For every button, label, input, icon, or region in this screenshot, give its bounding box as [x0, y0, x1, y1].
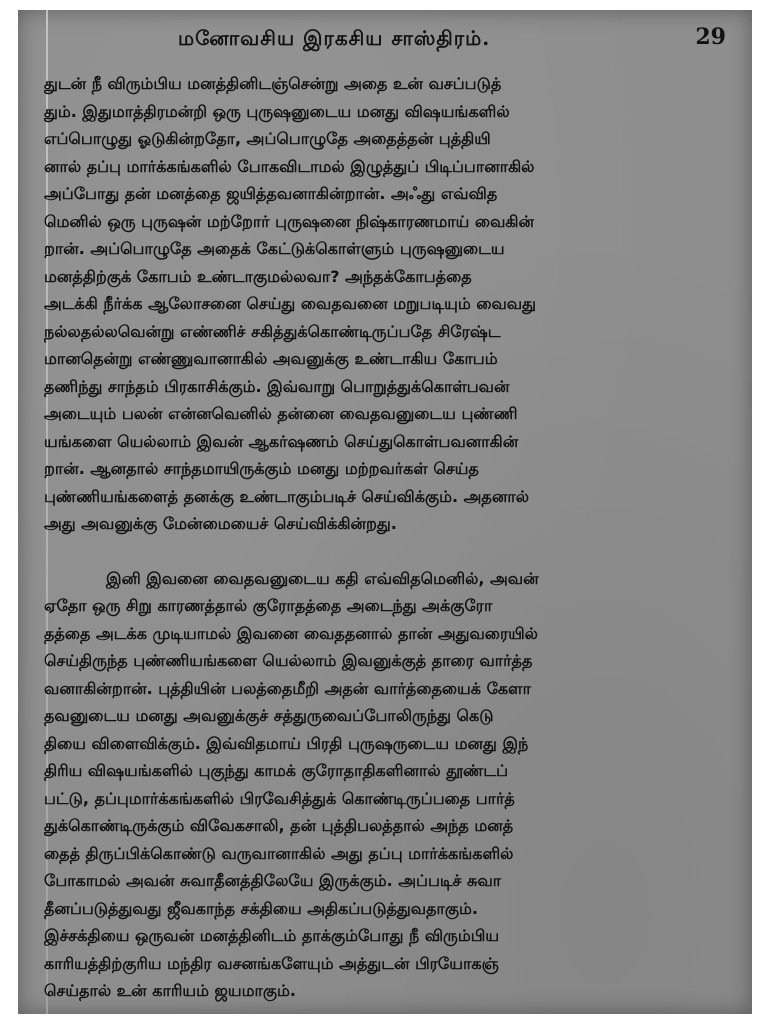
text-line: தியை விளைவிக்கும். இவ்விதமாய் பிரதி புருஷருடைய மனது இந்: [44, 733, 529, 753]
text-line: தவனுடைய மனது அவனுக்குச் சத்துருவைப்போலிருந்து கெடு: [44, 706, 494, 725]
text-line: இச்சக்தியை ஒருவன் மனத்தினிடம் தாக்கும்போது நீ விரும்பிய: [44, 926, 500, 945]
running-title: மனோவசிய இரகசிய சாஸ்திரம்.: [178, 26, 491, 50]
text-line: னால் தப்பு மார்க்கங்களில் போகவிடாமல் இழுத்துப் பிடிப்பானாகில்: [44, 156, 535, 176]
scanned-page: [18, 10, 752, 1014]
text-line: ஏதோ ஒரு சிறு காரணத்தால் குரோதத்தை அடைந்து அக்குரோ: [44, 596, 493, 615]
text-line: தணிந்து சாந்தம் பிரகாசிக்கும். இவ்வாறு பொறுத்துக்கொள்பவன்: [44, 376, 510, 396]
page-number: 29: [695, 24, 726, 50]
text-line: மானதென்று எண்ணுவானாகில் அவனுக்கு உண்டாகிய கோபம்: [44, 349, 498, 368]
text-line: எப்பொழுது ஓடுகின்றதோ, அப்பொழுதே அதைத்தன் புத்தியி: [44, 129, 491, 148]
text-line: தீனப்படுத்துவது ஜீவகாந்த சக்தியை அதிகப்படுத்துவதாகும்.: [44, 898, 478, 918]
text-line: இனி இவனை வைதவனுடைய கதி எவ்விதமெனில், அவன்: [106, 568, 539, 588]
text-line: வனாகின்றான். புத்தியின் பலத்தைமீறி அதன் வார்த்தையைக் கேளா: [44, 678, 531, 698]
text-line: மனத்திற்குக் கோபம் உண்டாகுமல்லவா? அந்தக்கோபத்தை: [44, 266, 472, 286]
text-line: அப்போது தன் மனத்தை ஜயித்தவனாகின்றான். அஃது எவ்வித: [44, 184, 498, 203]
text-line: அடையும் பலன் என்னவெனில் தன்னை வைதவனுடைய புண்ணி: [44, 404, 518, 423]
text-line: செய்திருந்த புண்ணியங்களை யெல்லாம் இவனுக்குத் தாரை வார்த்த: [44, 651, 533, 670]
text-line: புண்ணியங்களைத் தனக்கு உண்டாகும்படிச் செய்விக்கும். அதனால்: [44, 486, 529, 506]
text-line: துக்கொண்டிருக்கும் விவேகசாலி, தன் புத்திபலத்தால் அந்த மனத்: [44, 816, 514, 835]
text-line: அது அவனுக்கு மேன்மையைச் செய்விக்கின்றது.: [44, 514, 397, 533]
text-line: துடன் நீ விரும்பிய மனத்தினிடஞ்சென்று அதை உன் வசப்படுத்: [44, 74, 502, 93]
text-line: செய்தால் உன் காரியம் ஜயமாகும்.: [44, 981, 296, 1000]
text-line: றான். அப்பொழுதே அதைக் கேட்டுக்கொள்ளும் புருஷனுடைய: [44, 239, 505, 258]
text-line: மெனில் ஒரு புருஷன் மற்றோர் புருஷனை நிஷ்காரணமாய் வைகின்: [44, 211, 534, 231]
body-text: [44, 70, 730, 1005]
text-line: தைத் திருப்பிக்கொண்டு வருவானாகில் அது தப்பு மார்க்கங்களில்: [44, 843, 514, 863]
page-header: [18, 24, 752, 60]
paragraph-1: [44, 70, 730, 538]
text-line: றான். ஆனதால் சாந்தமாயிருக்கும் மனது மற்றவர்கள் செய்த: [44, 459, 479, 478]
text-line: காரியத்திற்குரிய மந்திர வசனங்களேயும் அத்துடன் பிரயோகஞ்: [44, 953, 499, 973]
text-line: போகாமல் அவன் சுவாதீனத்திலேயே இருக்கும். அப்படிச் சுவா: [44, 871, 502, 890]
text-line: அடக்கி நீர்க்க ஆலோசனை செய்து வைதவனை மறுபடியும் வைவது: [44, 294, 536, 313]
text-line: திரிய விஷயங்களில் புகுந்து காமக் குரோதாதிகளினால் தூண்டப்: [44, 761, 509, 780]
text-line: யங்களை யெல்லாம் இவன் ஆகர்ஷணம் செய்துகொள்பவனாகின்: [44, 431, 519, 451]
text-line: தும். இதுமாத்திரமன்றி ஒரு புருஷனுடைய மனது விஷயங்களில்: [44, 101, 510, 121]
text-line: தத்தை அடக்க முடியாமல் இவனை வைததனால் தான் அதுவரையில்: [44, 623, 538, 643]
text-line: நல்லதல்லவென்று எண்ணிச் சகித்துக்கொண்டிருப்பதே சிரேஷ்ட: [44, 321, 501, 341]
paragraph-2: [44, 565, 730, 1005]
text-line: பட்டு, தப்புமார்க்கங்களில் பிரவேசித்துக் கொண்டிருப்பதை பார்த்: [44, 788, 515, 808]
